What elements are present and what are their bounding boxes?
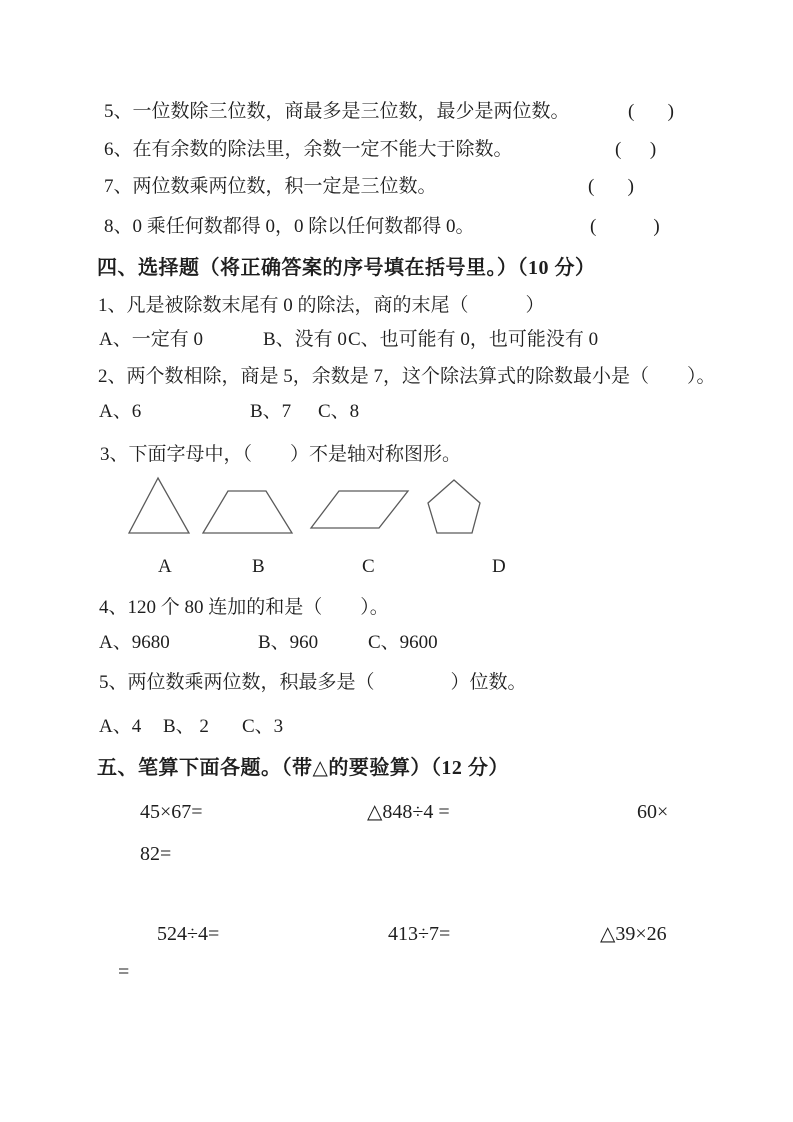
shape-label-d: D (492, 556, 506, 577)
choice-q1-option-a: A、一定有 0 (99, 329, 203, 350)
calc-expression-45x67: 45×67= (140, 801, 203, 823)
calc-expression-39x26-part2: = (118, 961, 130, 983)
choice-q1-text: 1、凡是被除数末尾有 0 的除法，商的末尾（ ） (98, 295, 545, 316)
calc-expression-60x-part2: 82= (140, 843, 172, 865)
calc-expression-524div4: 524÷4= (157, 923, 220, 945)
tf-item-8-text: 8、0 乘任何数都得 0，0 除以任何数都得 0。 (104, 216, 475, 237)
section-four-heading: 四、选择题（将正确答案的序号填在括号里。）（10 分） (97, 257, 596, 279)
choice-q5-option-b: B、 2 (163, 716, 209, 737)
choice-q2-option-a: A、6 (99, 401, 142, 422)
choice-q1-option-b: B、没有 0 (263, 329, 347, 350)
triangle-shape (129, 478, 189, 533)
choice-q4-option-b: B、960 (258, 632, 319, 653)
choice-q4-text: 4、120 个 80 连加的和是（ ）。 (99, 597, 389, 618)
parallelogram-shape (311, 491, 408, 528)
calc-expression-39x26-part1: △39×26 (600, 923, 667, 945)
symmetry-shapes-figure (120, 470, 525, 545)
tf-item-8-answer-parens: ( ) (590, 216, 660, 237)
choice-q2-option-c: C、8 (318, 401, 360, 422)
trapezoid-shape (203, 491, 292, 533)
choice-q4-option-a: A、9680 (99, 632, 170, 653)
shape-label-a: A (158, 556, 172, 577)
tf-item-7-answer-parens: ( ) (588, 176, 634, 197)
section-five-heading: 五、笔算下面各题。（带△的要验算）（12 分） (97, 757, 509, 779)
choice-q3-text: 3、下面字母中，（ ）不是轴对称图形。 (100, 444, 462, 465)
choice-q5-option-a: A、4 (99, 716, 142, 737)
choice-q1-option-c: C、也可能有 0，也可能没有 0 (348, 329, 599, 350)
choice-q2-text: 2、两个数相除，商是 5，余数是 7，这个除法算式的除数最小是（ ）。 (98, 366, 716, 387)
calc-expression-413div7: 413÷7= (388, 923, 451, 945)
choice-q2-option-b: B、7 (250, 401, 292, 422)
choice-q5-option-c: C、3 (242, 716, 284, 737)
calc-expression-848div4: △848÷4 = (367, 801, 450, 823)
choice-q4-option-c: C、9600 (368, 632, 438, 653)
calc-expression-60x-part1: 60× (637, 801, 669, 823)
tf-item-7-text: 7、两位数乘两位数，积一定是三位数。 (104, 176, 437, 197)
choice-q5-text: 5、两位数乘两位数，积最多是（ ）位数。 (99, 672, 527, 693)
tf-item-5-text: 5、一位数除三位数，商最多是三位数，最少是两位数。 (104, 101, 570, 122)
shape-label-b: B (252, 556, 265, 577)
tf-item-6-text: 6、在有余数的除法里，余数一定不能大于除数。 (104, 139, 513, 160)
shape-label-c: C (362, 556, 375, 577)
tf-item-5-answer-parens: ( ) (628, 101, 674, 122)
tf-item-6-answer-parens: ( ) (615, 139, 657, 160)
pentagon-shape (428, 480, 480, 533)
